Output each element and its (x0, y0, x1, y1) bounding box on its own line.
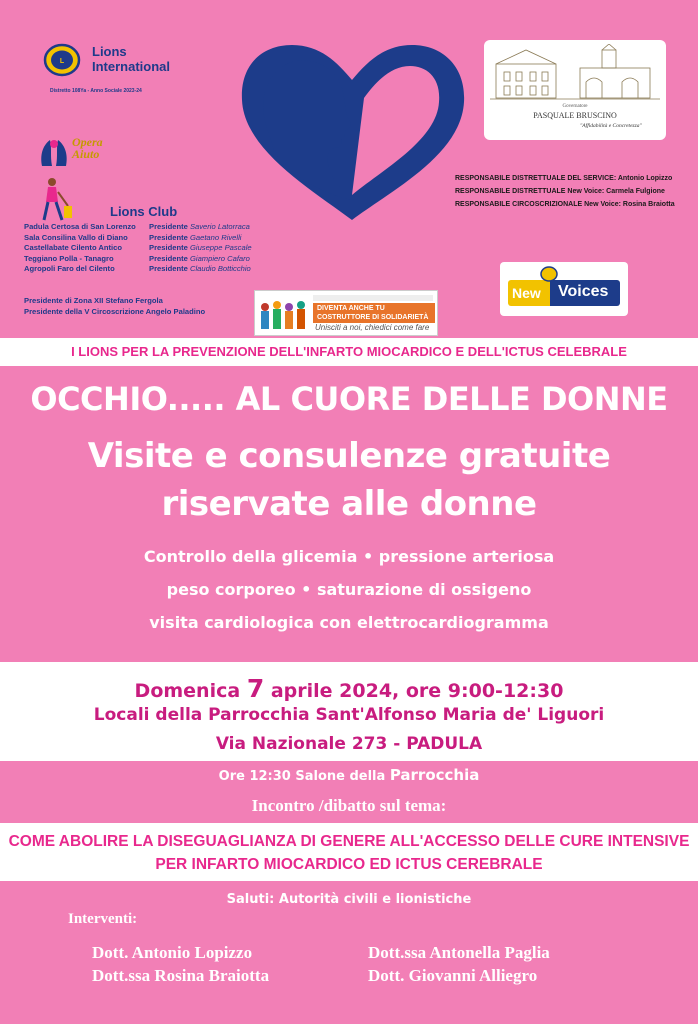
club-name: Teggiano Polla - Tanagro (24, 253, 114, 263)
heart-woman-profile-icon (232, 40, 472, 225)
incontro-title: Incontro /dibatto sul tema: (251, 796, 447, 815)
governor-name: PASQUALE BRUSCINO (533, 111, 617, 120)
club-row (24, 264, 252, 275)
people-group-icon (257, 293, 309, 333)
lions-club-list (24, 222, 252, 275)
walking-woman-icon (40, 176, 74, 224)
club-president-label: Presidente (149, 232, 188, 242)
opera-aiuto-logo (38, 134, 118, 174)
club-president (149, 243, 252, 252)
club-row (24, 243, 252, 254)
building-sketch-icon (490, 44, 660, 102)
governor-box (484, 40, 666, 140)
club-president (149, 222, 250, 231)
visite-line1: Visite e consulenze gratuite (87, 436, 611, 476)
salone-prefix: Ore 12:30 Salone della (218, 769, 386, 784)
governor-title: Governatore (562, 104, 588, 109)
event-location: Locali della Parrocchia Sant'Alfonso Maria de' Liguori (93, 705, 605, 725)
lions-district: Distretto 108Ya - Anno Sociale 2023-24 (50, 88, 142, 94)
lions-logo-icon (42, 42, 82, 78)
hands-icon (38, 134, 70, 168)
event-date-rest: aprile 2024, ore 9:00-12:30 (270, 680, 564, 702)
club-president (149, 254, 250, 263)
club-president-label: Presidente (149, 243, 188, 252)
interventi-label: Interventi: (68, 911, 138, 927)
banner-line1: DIVENTA ANCHE TU (317, 305, 385, 312)
svg-text:L: L (59, 58, 65, 65)
event-day-number: 7 (246, 674, 265, 703)
topic-line1: COME ABOLIRE LA DISEGUAGLIANZA DI GENERE ALL'ACCESSO DELLE CURE INTENSIVE (8, 833, 690, 850)
banner-line2: COSTRUTTORE DI SOLIDARIETÀ (317, 314, 429, 321)
lions-name-line2: International (92, 59, 171, 74)
club-president-name: Giampiero Cafaro (189, 253, 250, 263)
new-voices-new: New (512, 285, 541, 301)
topic-line2: PER INFARTO MIOCARDICO ED ICTUS CEREBRALE (155, 856, 543, 873)
responsabile-new-voice: RESPONSABILE DISTRETTUALE New Voice: Carmela Fulgione (455, 188, 665, 195)
club-president-label: Presidente (149, 253, 188, 263)
club-name: Castellabate Cilento Antico (24, 243, 123, 252)
new-voices-voices: Voices (558, 283, 609, 300)
salone-info (0, 766, 698, 784)
club-row (24, 222, 252, 233)
opera-logo-line1: Opera (72, 135, 103, 149)
club-president-name: Claudio Botticchio (189, 264, 251, 273)
club-row (24, 233, 252, 244)
event-day-label: Domenica (134, 680, 241, 702)
event-date (0, 674, 698, 703)
club-name: Padula Certosa di San Lorenzo (24, 222, 136, 231)
lions-international-name (92, 44, 170, 74)
saluti-text: Saluti: Autorità civili e lionistiche (226, 892, 472, 907)
banner-line3: Unisciti a noi, chiedici come fare (315, 323, 430, 332)
detail-line2: peso corporeo • saturazione di ossigeno (166, 580, 532, 599)
speaker-2: Dott.ssa Antonella Paglia (368, 943, 550, 962)
prevention-headline: I LIONS PER LA PREVENZIONE DELL'INFARTO MIOCARDICO E DELL'ICTUS CELEBRALE (71, 344, 627, 359)
club-president (149, 233, 241, 242)
club-president-name: Saverio Latorraca (189, 222, 250, 231)
governor-motto: "Affidabilità e Concretezza" (580, 123, 642, 129)
lions-club-title: Lions Club (110, 204, 178, 219)
circoscrizione-president: Presidente della V Circoscrizione Angelo Paladino (24, 307, 206, 316)
club-president-name: Giuseppe Pascale (189, 243, 252, 252)
speaker-4: Dott. Giovanni Alliegro (368, 966, 538, 985)
responsabile-service: RESPONSABILE DISTRETTUALE DEL SERVICE: Antonio Lopizzo (455, 175, 673, 182)
detail-line3: visita cardiologica con elettrocardiogramma (149, 613, 549, 632)
salone-place: Parrocchia (389, 766, 480, 784)
speaker-1: Dott. Antonio Lopizzo (92, 943, 253, 962)
club-president-label: Presidente (149, 222, 188, 231)
detail-line1: Controllo della glicemia • pressione arteriosa (143, 547, 555, 566)
zone-president: Presidente di Zona XII Stefano Fergola (24, 296, 163, 305)
club-row (24, 254, 252, 265)
solidarity-banner (254, 290, 438, 336)
club-president (149, 264, 251, 273)
club-president-label: Presidente (149, 264, 188, 273)
opera-logo-line2: Aiuto (72, 147, 100, 161)
event-address: Via Nazionale 273 - PADULA (215, 734, 483, 754)
responsabile-circoscrizionale: RESPONSABILE CIRCOSCRIZIONALE New Voice: Rosina Braiotta (455, 201, 675, 208)
lions-emblem-icon (540, 266, 558, 282)
lions-name-line1: Lions (92, 44, 127, 59)
club-name: Agropoli Faro del Cilento (24, 264, 115, 273)
speaker-3: Dott.ssa Rosina Braiotta (92, 966, 270, 985)
club-president-name: Gaetano Rivelli (189, 232, 242, 242)
main-title: OCCHIO..... AL CUORE DELLE DONNE (30, 380, 668, 418)
visite-line2: riservate alle donne (161, 484, 537, 524)
club-name: Sala Consilina Vallo di Diano (24, 232, 128, 242)
new-voices-logo (500, 262, 628, 316)
